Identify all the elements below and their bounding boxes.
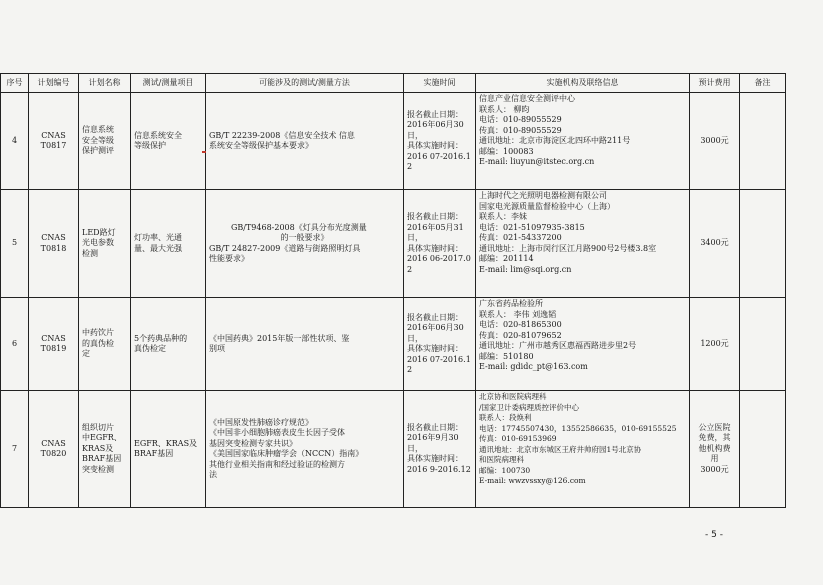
cell-method: 《中国原发性肺癌诊疗规范》 《中国非小细胞肺癌表皮生长因子受体 基因突变检测专家共识》 《美国国家临床肿瘤学会（NCCN）指南》 其他行业相关指南和经过验证的检测方 法 bbox=[206, 391, 404, 508]
header-test-item: 测试/测量项目 bbox=[131, 74, 206, 93]
cell-time: 报名截止日期： 2016年05月31日， 具体实施时间： 2016 06-2017.02 bbox=[404, 190, 476, 298]
table-row bbox=[1, 93, 786, 190]
header-plan-name: 计划名称 bbox=[79, 74, 131, 93]
cell-seq: 4 bbox=[1, 93, 29, 190]
table-row bbox=[1, 391, 786, 508]
cell-plan-no: CNAS T0818 bbox=[29, 190, 79, 298]
cell-fee: 3000元 bbox=[690, 93, 740, 190]
cell-remark bbox=[740, 391, 786, 508]
cell-plan-name: 中药饮片 的真伪检 定 bbox=[79, 298, 131, 391]
cell-method: 《中国药典》2015年版一部性状项、鉴 别项 bbox=[206, 298, 404, 391]
header-fee: 预计费用 bbox=[690, 74, 740, 93]
cell-plan-no: CNAS T0817 bbox=[29, 93, 79, 190]
header-plan-no: 计划编号 bbox=[29, 74, 79, 93]
cell-plan-name: 信息系统 安全等级 保护测评 bbox=[79, 93, 131, 190]
table-row bbox=[1, 298, 786, 391]
cell-fee: 1200元 bbox=[690, 298, 740, 391]
cell-seq: 5 bbox=[1, 190, 29, 298]
header-org: 实施机构及联络信息 bbox=[476, 74, 690, 93]
cell-remark bbox=[740, 190, 786, 298]
cell-test-item: 5个药典品种的 真伪检定 bbox=[131, 298, 206, 391]
page-number: - 5 - bbox=[705, 530, 723, 540]
proficiency-plan-table bbox=[0, 73, 786, 508]
cell-seq: 6 bbox=[1, 298, 29, 391]
header-remark: 备注 bbox=[740, 74, 786, 93]
cell-test-item: 灯功率、光通 量、最大光强 bbox=[131, 190, 206, 298]
cell-plan-name: 组织切片 中EGFR、 KRAS及 BRAF基因 突变检测 bbox=[79, 391, 131, 508]
cell-remark bbox=[740, 93, 786, 190]
cell-seq: 7 bbox=[1, 391, 29, 508]
cell-contact: 信息产业信息安全测评中心 联系人： 柳昀 电话：010-89055529 传真：010-89055529 通讯地址：北京市海淀区北四环中路211号 邮编：100083 E-mail: liuyun@itstec.org.cn bbox=[476, 93, 690, 190]
header-seq: 序号 bbox=[1, 74, 29, 93]
cell-time: 报名截止日期： 2016年06月30日， 具体实施时间： 2016 07-2016.12 bbox=[404, 93, 476, 190]
cell-time: 报名截止日期： 2016年06月30日， 具体实施时间： 2016 07-2016.12 bbox=[404, 298, 476, 391]
cell-contact: 北京协和医院病理科 /国家卫计委病理质控评价中心 联系人：段焕利 电话：17745507430，13552586635，010-69155525 传真：010-69153969 通讯地址：北京市东城区王府井帅府园1号北京协 和医院病理科 邮编：100730 E-mail: wwzvssxy@126.com bbox=[476, 391, 690, 508]
cell-fee: 公立医院 免费，其 他机构费 用 3000元 bbox=[690, 391, 740, 508]
cell-test-item: 信息系统安全 等级保护 bbox=[131, 93, 206, 190]
red-pen-mark bbox=[202, 151, 206, 153]
cell-remark bbox=[740, 298, 786, 391]
cell-time: 报名截止日期： 2016年9月30日， 具体实施时间： 2016 9-2016.12 bbox=[404, 391, 476, 508]
header-time: 实施时间 bbox=[404, 74, 476, 93]
cell-method: GB/T9468-2008《灯具分布光度测量 的一般要求》 GB/T 24827-2009《道路与街路照明灯具 性能要求》 bbox=[206, 190, 404, 298]
cell-plan-name: LED路灯 光电参数 检测 bbox=[79, 190, 131, 298]
table-header-row bbox=[1, 74, 786, 93]
cell-plan-no: CNAS T0819 bbox=[29, 298, 79, 391]
cell-method: GB/T 22239-2008《信息安全技术 信息 系统安全等级保护基本要求》 bbox=[206, 93, 404, 190]
cell-plan-no: CNAS T0820 bbox=[29, 391, 79, 508]
header-method: 可能涉及的测试/测量方法 bbox=[206, 74, 404, 93]
table-row bbox=[1, 190, 786, 298]
cell-test-item: EGFR、KRAS及 BRAF基因 bbox=[131, 391, 206, 508]
cell-contact: 上海时代之光照明电器检测有限公司 国家电光源质量监督检验中心（上海） 联系人：李妹 电话：021-51097935-3815 传真：021-54337200 通讯地址：上海市闵行区江月路900号2号楼3.8室 邮编：201114 E-mail: lim@sqi.org.cn bbox=[476, 190, 690, 298]
cell-fee: 3400元 bbox=[690, 190, 740, 298]
cell-contact: 广东省药品检验所 联系人： 李伟 刘逸韬 电话：020-81865300 传真：020-81079652 通讯地址：广州市越秀区惠福西路进步里2号 邮编：510180 E-mail: gdidc_pt@163.com bbox=[476, 298, 690, 391]
